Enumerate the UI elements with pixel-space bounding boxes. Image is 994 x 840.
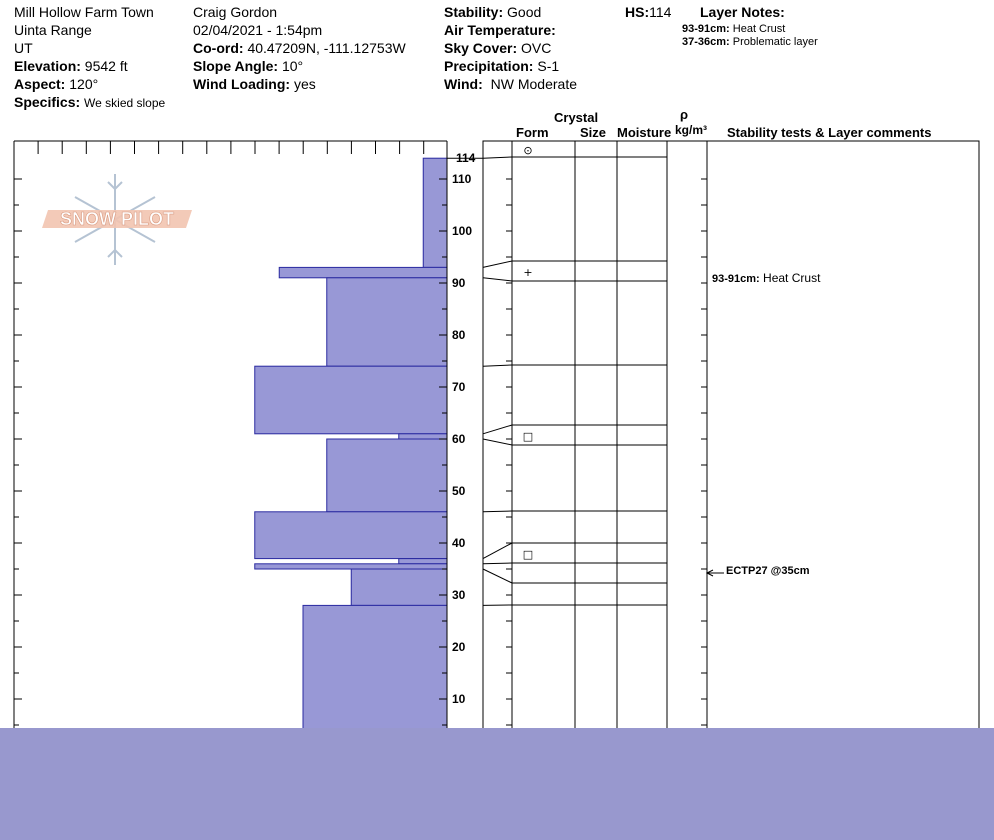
- layer-connector: [483, 563, 512, 564]
- hs-tick-label: 114: [456, 151, 476, 166]
- moisture-header: Moisture: [617, 125, 672, 140]
- wind-value: NW Moderate: [490, 76, 577, 92]
- layer-note-range: 37-36cm:: [682, 36, 730, 48]
- layer-note-range: 93-91cm:: [682, 23, 730, 35]
- y-tick-label: 10: [452, 692, 466, 706]
- elevation-value: 9542 ft: [84, 58, 128, 74]
- specifics-value: We skied slope: [84, 96, 166, 110]
- comment-heat-crust: [712, 270, 820, 287]
- state: UT: [14, 40, 33, 56]
- layer-connector: [483, 439, 512, 445]
- grain-form-symbol: □: [522, 430, 534, 443]
- y-tick-label: 50: [452, 484, 466, 498]
- y-tick-label: 80: [452, 328, 466, 342]
- hardness-bar: [255, 512, 447, 559]
- hardness-bar: [399, 434, 447, 439]
- layer-connector: [483, 278, 512, 281]
- slope-label: Slope Angle:: [193, 58, 279, 74]
- datetime: 02/04/2021 - 1:54pm: [193, 22, 323, 38]
- sky-label: Sky Cover:: [444, 40, 518, 56]
- layer-connector: [483, 543, 512, 559]
- crystal-header: Crystal: [554, 110, 599, 125]
- size-header: Size: [580, 125, 607, 140]
- layer-connector: [483, 365, 512, 366]
- hardness-bar: [423, 158, 447, 267]
- y-tick-label: 40: [452, 536, 466, 550]
- aspect-value: 120°: [69, 76, 99, 92]
- hardness-bar: [399, 559, 447, 564]
- grain-form-symbol: ⊙: [523, 144, 533, 157]
- hardness-bar: [327, 439, 447, 512]
- y-tick-label: 100: [452, 224, 473, 238]
- hs-label: HS:: [625, 4, 650, 20]
- logo-text: SNOW PILOT: [60, 209, 174, 229]
- y-tick-label: 20: [452, 640, 466, 654]
- y-tick-label: 110: [452, 172, 472, 186]
- stability-test-label: ECTP27 @35cm: [726, 565, 810, 577]
- slope-value: 10°: [281, 58, 304, 74]
- hardness-bar: [255, 366, 447, 434]
- grain-form-symbol: +: [523, 266, 533, 279]
- aspect-label: Aspect:: [14, 76, 66, 92]
- coord-value: 40.47209N, -111.12753W: [247, 40, 406, 56]
- observer: Craig Gordon: [193, 4, 278, 20]
- coord-label: Co-ord:: [193, 40, 244, 56]
- precip-label: Precipitation:: [444, 58, 534, 74]
- range: Uinta Range: [14, 22, 92, 38]
- comment-range: 93-91cm:: [712, 273, 760, 285]
- density-unit-header: kg/m³: [675, 123, 708, 137]
- layer-connector: [483, 261, 512, 267]
- air-temp-label: Air Temperature:: [444, 22, 556, 38]
- elevation-label: Elevation:: [14, 58, 81, 74]
- specifics-label: Specifics:: [14, 94, 81, 110]
- y-tick-label: 70: [452, 380, 466, 394]
- layer-notes-title: Layer Notes:: [700, 4, 785, 20]
- hardness-bar: [327, 278, 447, 366]
- hardness-bar: [255, 564, 447, 569]
- precip-value: S-1: [537, 58, 560, 74]
- layer-note-text: Problematic layer: [732, 36, 818, 48]
- wind-loading-value: yes: [293, 76, 316, 92]
- hardness-bar: [351, 569, 447, 605]
- stability-value: Good: [507, 4, 542, 20]
- comments-header: Stability tests & Layer comments: [727, 125, 932, 140]
- form-header: Form: [516, 125, 549, 140]
- layer-note-text: Heat Crust: [732, 23, 786, 35]
- wind-label: Wind:: [444, 76, 483, 92]
- snowpilot-logo: [40, 172, 195, 267]
- layer-connector: [483, 425, 512, 434]
- layer-connector: [483, 511, 512, 512]
- stability-label: Stability:: [444, 4, 504, 20]
- grain-form-symbol: □: [522, 548, 534, 561]
- location: Mill Hollow Farm Town: [14, 4, 154, 20]
- rho-header: ρ: [680, 107, 689, 122]
- y-tick-label: 30: [452, 588, 466, 602]
- layer-connector: [483, 157, 512, 158]
- hs-value: 114: [649, 4, 672, 20]
- wind-loading-label: Wind Loading:: [193, 76, 291, 92]
- sky-value: OVC: [521, 40, 552, 56]
- hardness-bar: [279, 267, 447, 277]
- y-tick-label: 60: [452, 432, 466, 446]
- y-tick-label: 90: [452, 276, 466, 290]
- comment-text: Heat Crust: [763, 271, 821, 285]
- bottom-overlay: [0, 728, 994, 840]
- layer-connector: [483, 569, 512, 583]
